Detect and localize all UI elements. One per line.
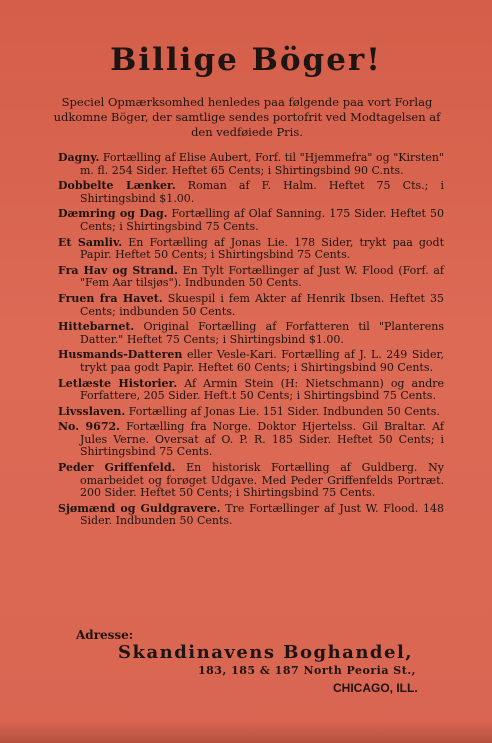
book-description: Roman af F. Halm. Heftet 75 Cts.; i Shirtingsbind $1.00. xyxy=(80,179,444,205)
book-title: Dobbelte Lænker. xyxy=(58,179,176,193)
book-title: Peder Griffenfeld. xyxy=(58,461,176,475)
book-title: Sjømænd og Guldgravere. xyxy=(58,501,221,515)
publisher-city: CHICAGO, ILL. xyxy=(333,681,418,695)
address-label: Adresse: xyxy=(76,628,134,642)
book-entry xyxy=(58,406,444,419)
book-title: Dæmring og Dag. xyxy=(58,207,168,221)
book-title: Livsslaven. xyxy=(58,404,126,418)
book-title: Hittebarnet. xyxy=(58,320,135,334)
book-list xyxy=(58,152,444,531)
book-description: Fortælling fra Norge. Doktor Hjertelss. Gil Braltar. Af Jules Verne. Oversat af O. P. R. 185 Sider. Heftet 50 Cents; i Shirtingsbind 75 Cents. xyxy=(80,420,444,459)
book-title: Husmands-Datteren xyxy=(58,348,183,362)
book-title: Fra Hav og Strand. xyxy=(58,263,178,277)
book-title: Dagny. xyxy=(58,151,100,164)
book-entry xyxy=(58,462,444,500)
book-description: Skuespil i fem Akter af Henrik Ibsen. Heftet 35 Cents; indbunden 50 Cents. xyxy=(80,291,444,318)
book-description: Af Armin Stein (H: Nietschmann) og andre Forfattere, 205 Sider. Heft.t 50 Cents; i Shirtingsbind 75 Cents. xyxy=(80,376,445,403)
intro-paragraph: Speciel Opmærksomhed henledes paa følgende paa vort Forlag udkomne Böger, der samtlige sendes portofrit ved Modtagelsen af den vedføiede Pris. xyxy=(53,95,441,139)
book-entry xyxy=(58,421,444,459)
book-description: Fortælling af Elise Aubert, Forf. til "Hjemmefra" og "Kirsten" m. fl. 254 Sider. Heftet 65 Cents; i Shirtingsbind 90 C.nts. xyxy=(80,151,444,177)
book-description: En Fortælling af Jonas Lie. 178 Sider, trykt paa godt Papir. Heftet 50 Cents; i Shirtingsbind 75 Cents. xyxy=(80,235,444,262)
book-description: Original Fortælling af Forfatteren til "Planterens Datter." Heftet 75 Cents; i Shirtingsbind $1.00. xyxy=(80,320,444,346)
publisher-name: Skandinavens Boghandel, xyxy=(118,642,414,663)
publisher-street: 183, 185 & 187 North Peoria St., xyxy=(198,664,416,677)
book-entry xyxy=(58,503,444,528)
book-description: Fortælling af Jonas Lie. 151 Sider. Indbunden 50 Cents. xyxy=(128,404,440,418)
book-entry xyxy=(58,152,444,177)
book-title: Letlæste Historier. xyxy=(58,376,178,390)
book-entry xyxy=(58,321,444,346)
book-description: En historisk Fortælling af Guldberg. Ny omarbeidet og forøget Udgave. Med Peder Griffenfelds Portræt. 200 Sider. Heftet 50 Cents; i Shirtingsbind 75 Cents. xyxy=(80,461,444,500)
book-description: Fortælling af Olaf Sanning. 175 Sider. Heftet 50 Cents; i Shirtingsbind 75 Cents. xyxy=(80,207,444,233)
page-title: Billige Böger! xyxy=(110,42,382,78)
book-entry xyxy=(58,208,444,233)
book-description: Tre Fortællinger af Just W. Flood. 148 Sider. Indbunden 50 Cents. xyxy=(80,501,444,528)
book-entry xyxy=(58,180,444,205)
book-entry xyxy=(58,349,444,374)
book-entry xyxy=(58,237,444,262)
book-description: En Tylt Fortællinger af Just W. Flood (Forf. af "Fem Aar tilsjøs"). Indbunden 50 Cents. xyxy=(80,263,445,290)
book-title: Fruen fra Havet. xyxy=(58,291,163,305)
book-entry xyxy=(58,293,444,318)
book-entry xyxy=(58,265,444,290)
book-entry xyxy=(58,378,444,403)
book-title: Et Samliv. xyxy=(58,235,123,249)
book-description: eller Vesle-Kari. Fortælling af J. L. 249 Sider, trykt paa godt Papir. Heftet 60 Cents; i Shirtingsbind 90 Cents. xyxy=(80,348,445,374)
book-title: No. 9672. xyxy=(58,420,120,434)
